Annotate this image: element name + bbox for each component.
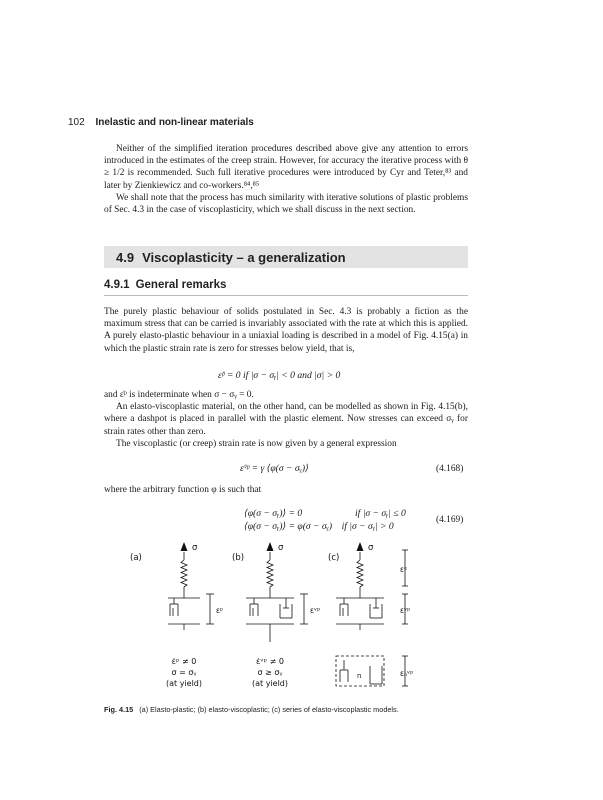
paragraph: The viscoplastic (or creep) strain rate is now given by a general expression (116, 438, 397, 449)
page-number: 102 (68, 117, 85, 128)
panel-c-label: (c) (328, 553, 340, 563)
section-heading (116, 250, 346, 265)
paragraph: The purely plastic behaviour of solids postulated in Sec. 4.3 is probably a fiction as the maximum stress that can be carried is invariably associated with the rate at which this is applied. A purely elasto-plastic behaviour in a uniaxial loading is described in a model of Fig. 4.15(a) in which the plastic strain rate is zero for stresses below yield, that is, (104, 307, 468, 354)
panel-c-eps-e: εᵉ (400, 565, 408, 574)
body-paragraph-1 (104, 306, 468, 355)
panel-b-condition-1: ε̇ᵛᵖ ≠ 0 (256, 657, 284, 666)
paragraph: and ε̇ᵖ is indeterminate when σ − σᵧ = 0. (104, 390, 254, 400)
panel-c-eps-vp: εᵛᵖ (400, 606, 411, 615)
panel-a-condition-3: (at yield) (165, 679, 203, 688)
panel-c-repeated-unit (336, 656, 408, 686)
subsection-rule (104, 295, 468, 296)
arrow-up-icon (181, 542, 188, 551)
body-paragraph-3 (104, 484, 468, 496)
panel-b-eps-vp: εᵛᵖ (310, 606, 321, 615)
panel-b-dimension (300, 594, 308, 624)
subsection-number: 4.9.1 (104, 279, 130, 291)
equation-number-4-168: (4.168) (436, 464, 464, 474)
running-title: Inelastic and non-linear materials (95, 117, 254, 128)
body-paragraph-2 (104, 389, 468, 450)
caption-label: Fig. 4.15 (104, 705, 134, 714)
panel-b-sigma: σ (278, 543, 284, 553)
panel-a-model (168, 552, 200, 630)
section-title: Viscoplasticity – a generalization (142, 250, 346, 265)
panel-a-eps-p: εᵖ (216, 606, 224, 615)
equation-plastic-rate: ε̇ᵖ = 0 if |σ − σᵧ| < 0 and |σ| > 0 (218, 370, 341, 381)
panel-b-label: (b) (232, 553, 245, 563)
panel-c-sigma: σ (368, 543, 374, 553)
panel-b-condition-3: (at yield) (251, 679, 289, 688)
equation-4-169-line-1: ⟨φ(σ − σᵧ)⟩ = 0 if |σ − σᵧ| ≤ 0 (244, 508, 406, 519)
paragraph: where the arbitrary function φ is such that (104, 485, 262, 495)
intro-text (104, 143, 468, 216)
paragraph: We shall note that the process has much similarity with iterative solutions of plastic problems of Sec. 4.3 in the case of viscoplasticity, which we shall discuss in the next section. (104, 192, 468, 216)
figure-caption (104, 705, 399, 714)
equation-4-168: ε̇ᵛᵖ = γ ⟨φ(σ − σᵧ)⟩ (240, 463, 309, 474)
panel-c-box-label: n (357, 672, 362, 680)
panel-a-sigma: σ (192, 543, 198, 553)
panel-c-model (336, 552, 384, 630)
figure-4-15 (130, 538, 430, 698)
running-header (68, 117, 254, 128)
panel-c-eps-n: εₙᵛᵖ (400, 669, 414, 678)
caption-text: (a) Elasto-plastic; (b) elasto-viscoplastic; (c) series of elasto-viscoplastic models. (139, 705, 399, 714)
section-number: 4.9 (116, 250, 135, 265)
arrow-up-icon (267, 542, 274, 551)
paragraph: An elasto-viscoplastic material, on the other hand, can be modelled as shown in Fig. 4.15(b), where a dashpot is placed in parallel with the plastic element. Now stresses can exceed σᵧ for strain rates other than zero. (104, 402, 468, 437)
paragraph: Neither of the simplified iteration procedures described above give any attention to errors introduced in the estimates of the creep strain. However, for accuracy the iterative process with θ ≥ 1/2 is recommended. Such full iterative procedures were introduced by Cyr and Teter,⁸³ and later by Zienkiewicz and co-workers.⁸⁴,⁸⁵ (104, 144, 468, 191)
subsection-title: General remarks (135, 279, 227, 291)
panel-a-condition-1: ε̇ᵖ ≠ 0 (171, 657, 197, 666)
panel-b-model (246, 552, 294, 642)
panel-a-label: (a) (130, 553, 142, 563)
panel-a-condition-2: σ = σᵧ (171, 668, 197, 677)
equation-number-4-169: (4.169) (436, 515, 464, 525)
arrow-up-icon (357, 542, 364, 551)
panel-a-dimension (206, 594, 214, 624)
subsection-heading (104, 279, 226, 291)
equation-4-169-line-2: ⟨φ(σ − σᵧ)⟩ = φ(σ − σᵧ) if |σ − σᵧ| > 0 (244, 521, 394, 532)
panel-b-condition-2: σ ≥ σᵧ (257, 668, 283, 677)
